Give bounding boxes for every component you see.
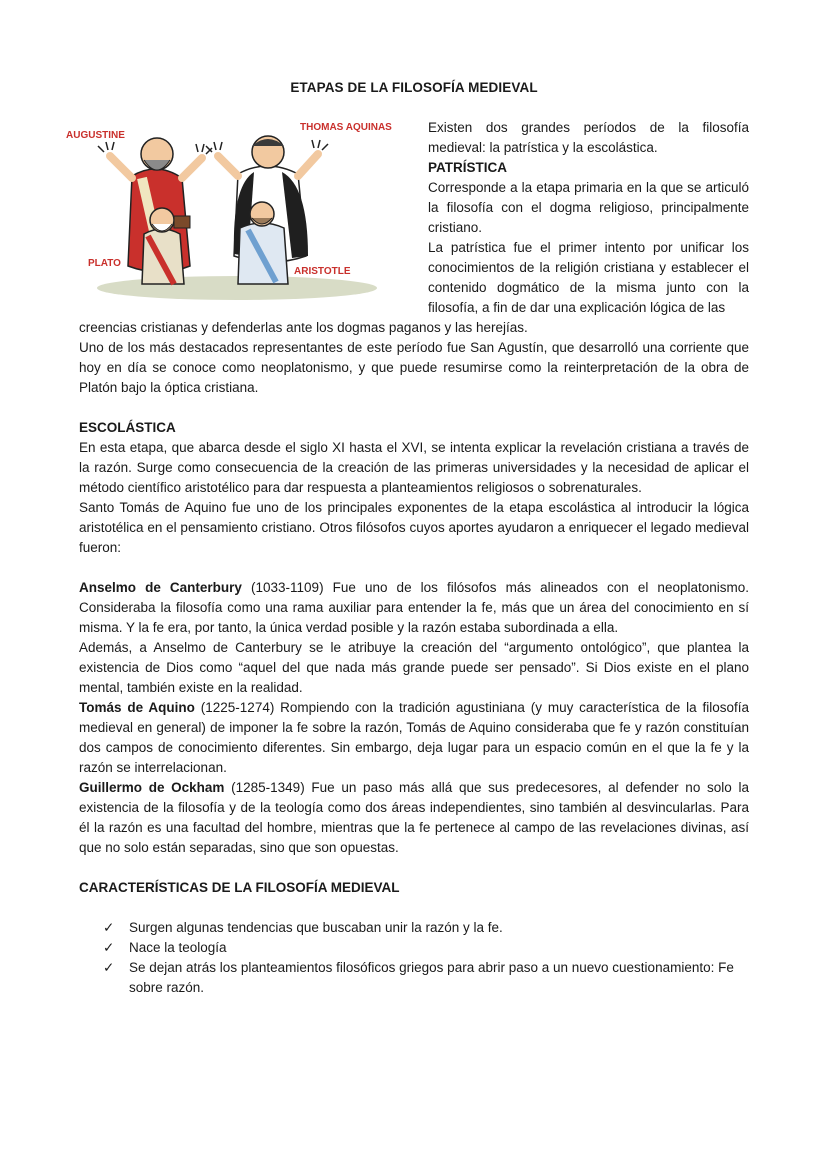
list-item: ✓ Nace la teología: [79, 938, 749, 958]
ockham-paragraph: [79, 778, 749, 858]
philosophers-cartoon-image: [62, 116, 412, 304]
escolastica-paragraph-2: Santo Tomás de Aquino fue uno de los principales exponentes de la etapa escolástica al introducir la lógica aristotélica en el pensamiento cristiano. Otros filósofos cuyos aportes ayudaron a enriquecer el legado medieval fueron:: [79, 500, 749, 555]
anselmo-paragraph-2: Además, a Anselmo de Canterbury se le atribuye la creación del “argumento ontológico”, que plantea la existencia de Dios como “aquel del que nada más grande puede ser pensado”. Si Dios existe en el plano mental, también existe en la realidad.: [79, 640, 749, 695]
document-body: [79, 318, 749, 998]
ockham-text: (1285-1349) Fue un paso más allá que sus predecesores, al defender no solo la existencia de la filosofía y de la teología como dos áreas independientes, sino también al desvincularlas. Para él la razón es una facultad del hombre, mientras que la fe pertenece al campo de las revelaciones divinas, así que no solo están separadas, sino que son opuestas.: [79, 780, 749, 855]
tomas-paragraph: [79, 698, 749, 778]
plato-label: PLATO: [88, 258, 121, 269]
patristica-paragraph-3: Uno de los más destacados representantes de este período fue San Agustín, que desarrolló una corriente que hoy en día se conoce como neoplatonismo, y que puede resumirse como la reinterpretación de la obra de Platón bajo la óptica cristiana.: [79, 340, 749, 395]
ockham-name: Guillermo de Ockham: [79, 780, 225, 795]
check-icon: ✓: [103, 940, 115, 955]
list-item: ✓ Surgen algunas tendencias que buscaban unir la razón y la fe.: [79, 918, 749, 938]
document-title: ETAPAS DE LA FILOSOFÍA MEDIEVAL: [290, 80, 538, 95]
caracteristicas-list: [79, 918, 749, 998]
escolastica-paragraph-1: En esta etapa, que abarca desde el siglo XI hasta el XVI, se intenta explicar la revelación cristiana a través de la razón. Surge como consecuencia de la creación de las primeras universidades y la necesidad de aplicar el método científico aristotélico para dar respuesta a planteamientos religiosos o sobrenaturales.: [79, 440, 749, 495]
intro-paragraph: Existen dos grandes períodos de la filosofía medieval: la patrística y la escolástica.: [428, 120, 749, 155]
escolastica-heading: ESCOLÁSTICA: [79, 420, 176, 435]
thomas-aquinas-label: THOMAS AQUINAS: [300, 122, 392, 133]
caracteristicas-heading: CARACTERÍSTICAS DE LA FILOSOFÍA MEDIEVAL: [79, 880, 400, 895]
check-icon: ✓: [103, 920, 115, 935]
anselmo-text: (1033-1109) Fue uno de los filósofos más alineados con el neoplatonismo. Consideraba la filosofía como una rama auxiliar para entender la fe, más que un área del conocimiento en sí misma. Y la fe era, por tanto, la única verdad posible y la razón estaba subordinada a ella.: [79, 580, 749, 635]
augustine-label: AUGUSTINE: [66, 130, 125, 141]
patristica-paragraph-2-end: creencias cristianas y defenderlas ante los dogmas paganos y las herejías.: [79, 320, 528, 335]
anselmo-paragraph: [79, 578, 749, 638]
patristica-paragraph-2-start: La patrística fue el primer intento por unificar los conocimientos de la religión cristiana y establecer el contenido dogmático de la misma junto con la filosofía, a fin de dar una explicación lógica de las: [428, 240, 749, 315]
aristotle-label: ARISTOTLE: [294, 266, 351, 277]
list-item: ✓ Se dejan atrás los planteamientos filosóficos griegos para abrir paso a un nuevo cuestionamiento: Fe sobre razón.: [103, 960, 734, 995]
patristica-paragraph-1: Corresponde a la etapa primaria en la que se articuló la filosofía con el dogma religioso, principalmente cristiano.: [428, 180, 749, 235]
anselmo-name: Anselmo de Canterbury: [79, 580, 242, 595]
intro-column: [428, 118, 749, 318]
tomas-name: Tomás de Aquino: [79, 700, 195, 715]
check-icon: ✓: [103, 960, 115, 975]
patristica-heading: PATRÍSTICA: [428, 160, 507, 175]
tomas-text: (1225-1274) Rompiendo con la tradición agustiniana (y muy característica de la filosofía medieval en general) de imponer la fe sobre la razón, Tomás de Aquino consideraba que fe y razón constituían dos campos de conocimiento diferentes. Sin embargo, deja lugar para un espacio común en el que la fe y la razón se interrelacionan.: [79, 700, 749, 775]
